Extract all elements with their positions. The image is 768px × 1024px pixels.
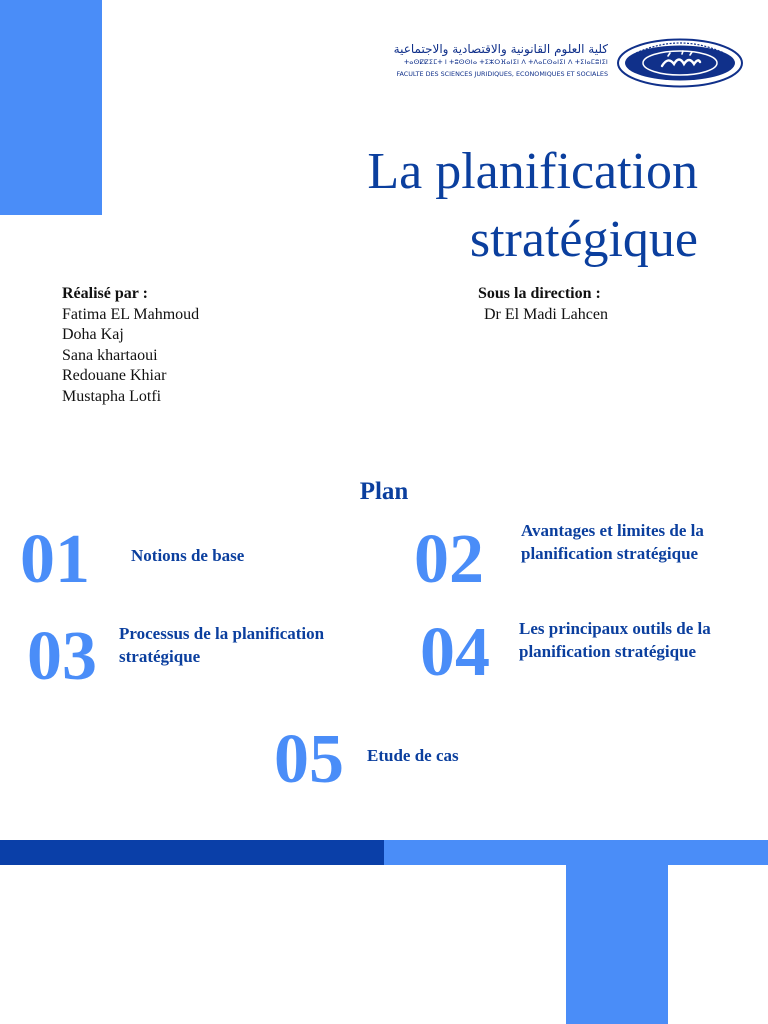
plan-item-number: 04 (420, 614, 490, 691)
decorative-block-bottom (566, 865, 668, 1024)
authors-block (62, 284, 199, 407)
plan-item-label: Notions de base (131, 546, 245, 565)
faculty-name-french: FACULTE DES SCIENCES JURIDIQUES, ECONOMIQUES ET SOCIALES (396, 70, 608, 78)
faculty-name-arabic: كلية العلوم القانونية والاقتصادية والاجتماعية (393, 42, 608, 56)
author-name: Sana khartaoui (62, 346, 158, 364)
title-line-2: stratégique (469, 211, 698, 268)
document-title (250, 138, 698, 274)
university-seal-icon (616, 38, 744, 88)
plan-item-label: Processus de la planification stratégique (119, 624, 325, 666)
author-name: Doha Kaj (62, 326, 124, 343)
plan-item-number: 03 (27, 618, 97, 695)
plan-item-label: Avantages et limites de la planification stratégique (521, 521, 704, 563)
plan-item-number: 05 (274, 721, 344, 798)
supervision-block (478, 284, 608, 325)
supervisor-name: Dr El Madi Lahcen (484, 305, 608, 323)
plan-title: Plan (359, 478, 409, 505)
supervision-heading: Sous la direction : (478, 285, 601, 302)
plan-item-label: Les principaux outils de la planification stratégique (519, 619, 711, 661)
faculty-name-tifinagh: ⵜⴰⵙⵇⵇⵉⵎⵜ ⵏ ⵜⵓⵙⵙⵏⴰ ⵜⵉⵣⵔⴼⴰⵏⵉⵏ ⴷ ⵜⴷⴰⵎⵙⴰⵏⵉⵏ ⴷ ⵜⵉⵏⴰⵎⵓⵏⵉⵏ (404, 58, 608, 66)
author-name: Redouane Khiar (62, 367, 167, 384)
author-name: Mustapha Lotfi (62, 387, 162, 405)
authors-heading: Réalisé par : (62, 285, 148, 302)
title-line-1: La planification (367, 143, 698, 200)
decorative-bar-dark (0, 840, 384, 865)
plan-item-number: 02 (414, 521, 484, 598)
decorative-block-top-left (0, 0, 102, 215)
decorative-bar-light (384, 840, 768, 865)
plan-item-label: Etude de cas (367, 746, 459, 765)
plan-item-number: 01 (20, 521, 90, 598)
author-name: Fatima EL Mahmoud (62, 305, 200, 323)
